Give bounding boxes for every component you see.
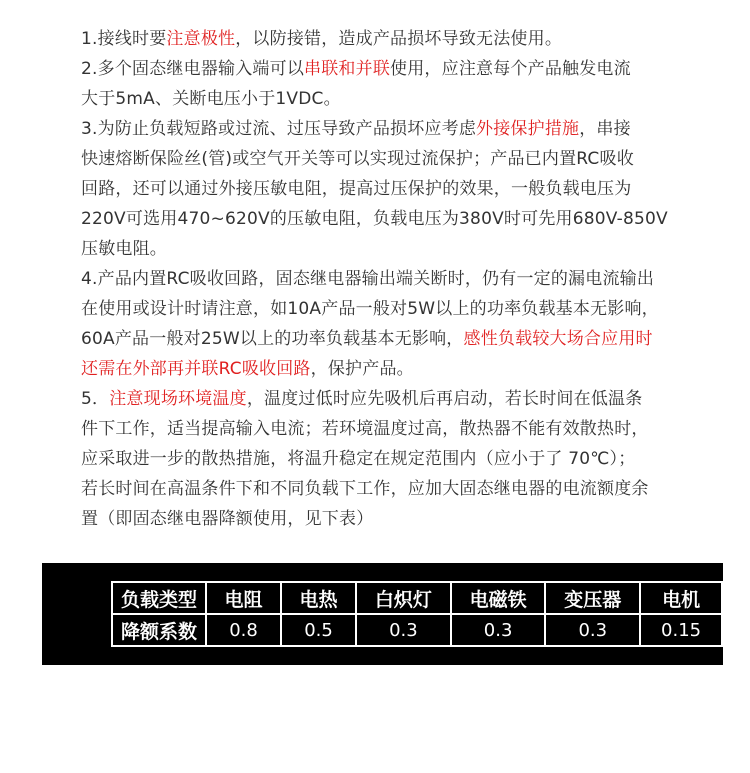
factor-cell: 0.3 xyxy=(545,614,640,646)
note-5-line-4: 若长时间在高温条件下和不同负载下工作，应加大固态继电器的电流额度余 xyxy=(81,479,649,499)
load-type-cell: 电热 xyxy=(281,582,356,614)
note-5-line-5: 置（即固态继电器降额使用，见下表） xyxy=(81,509,374,529)
note-3-line-1: 3.为防止负载短路或过流、过压导致产品损坏应考虑外接保护措施，串接 xyxy=(81,119,631,139)
highlight-series-parallel: 串联和并联 xyxy=(304,59,391,79)
note-4-line-4: 还需在外部再并联RC吸收回路，保护产品。 xyxy=(81,359,414,379)
derating-table-band xyxy=(42,563,723,665)
highlight-rc-absorption: 还需在外部再并联RC吸收回路 xyxy=(81,359,311,379)
note-5-line-3: 应采取进一步的散热措施，将温升稳定在规定范围内（应小于了 70℃）； xyxy=(81,449,636,469)
row-header-load-type: 负载类型 xyxy=(112,582,206,614)
usage-notes xyxy=(81,24,721,534)
highlight-ambient-temperature: 注意现场环境温度 xyxy=(109,389,247,409)
factor-cell: 0.5 xyxy=(281,614,356,646)
highlight-polarity: 注意极性 xyxy=(166,29,236,49)
factor-cell: 0.3 xyxy=(451,614,546,646)
derating-table xyxy=(111,581,723,647)
note-3-line-3: 回路，还可以通过外接压敏电阻，提高过压保护的效果，一般负载电压为 xyxy=(81,179,632,199)
row-header-derating-factor: 降额系数 xyxy=(112,614,206,646)
table-row xyxy=(112,582,722,614)
note-5-line-1: 5．注意现场环境温度，温度过低时应先吸机后再启动，若长时间在低温条 xyxy=(81,389,643,409)
note-3-line-4: 220V可选用470~620V的压敏电阻，负载电压为380V时可先用680V-850V xyxy=(81,209,668,229)
note-4-line-3: 60A产品一般对25W以上的功率负载基本无影响，感性负载较大场合应用时 xyxy=(81,329,653,349)
table-row xyxy=(112,614,722,646)
note-4-line-2: 在使用或设计时请注意，如10A产品一般对5W以上的功率负载基本无影响， xyxy=(81,299,659,319)
factor-cell: 0.8 xyxy=(206,614,281,646)
note-3-line-5: 压敏电阻。 xyxy=(81,239,167,259)
load-type-cell: 电阻 xyxy=(206,582,281,614)
factor-cell: 0.3 xyxy=(356,614,451,646)
note-1: 1.接线时要注意极性，以防接错，造成产品损坏导致无法使用。 xyxy=(81,29,563,49)
note-5-line-2: 件下工作，适当提高输入电流；若环境温度过高，散热器不能有效散热时， xyxy=(81,419,649,439)
highlight-external-protection: 外接保护措施 xyxy=(476,119,580,139)
note-2-line-2: 大于5mA、关断电压小于1VDC。 xyxy=(81,89,341,109)
note-3-line-2: 快速熔断保险丝(管)或空气开关等可以实现过流保护；产品已内置RC吸收 xyxy=(81,149,634,169)
note-4-line-1: 4.产品内置RC吸收回路，固态继电器输出端关断时，仍有一定的漏电流输出 xyxy=(81,269,655,289)
load-type-cell: 变压器 xyxy=(545,582,640,614)
note-2-line-1: 2.多个固态继电器输入端可以串联和并联使用，应注意每个产品触发电流 xyxy=(81,59,631,79)
highlight-inductive-load: 感性负载较大场合应用时 xyxy=(463,329,653,349)
load-type-cell: 白炽灯 xyxy=(356,582,451,614)
factor-cell: 0.15 xyxy=(640,614,722,646)
load-type-cell: 电机 xyxy=(640,582,722,614)
load-type-cell: 电磁铁 xyxy=(451,582,546,614)
